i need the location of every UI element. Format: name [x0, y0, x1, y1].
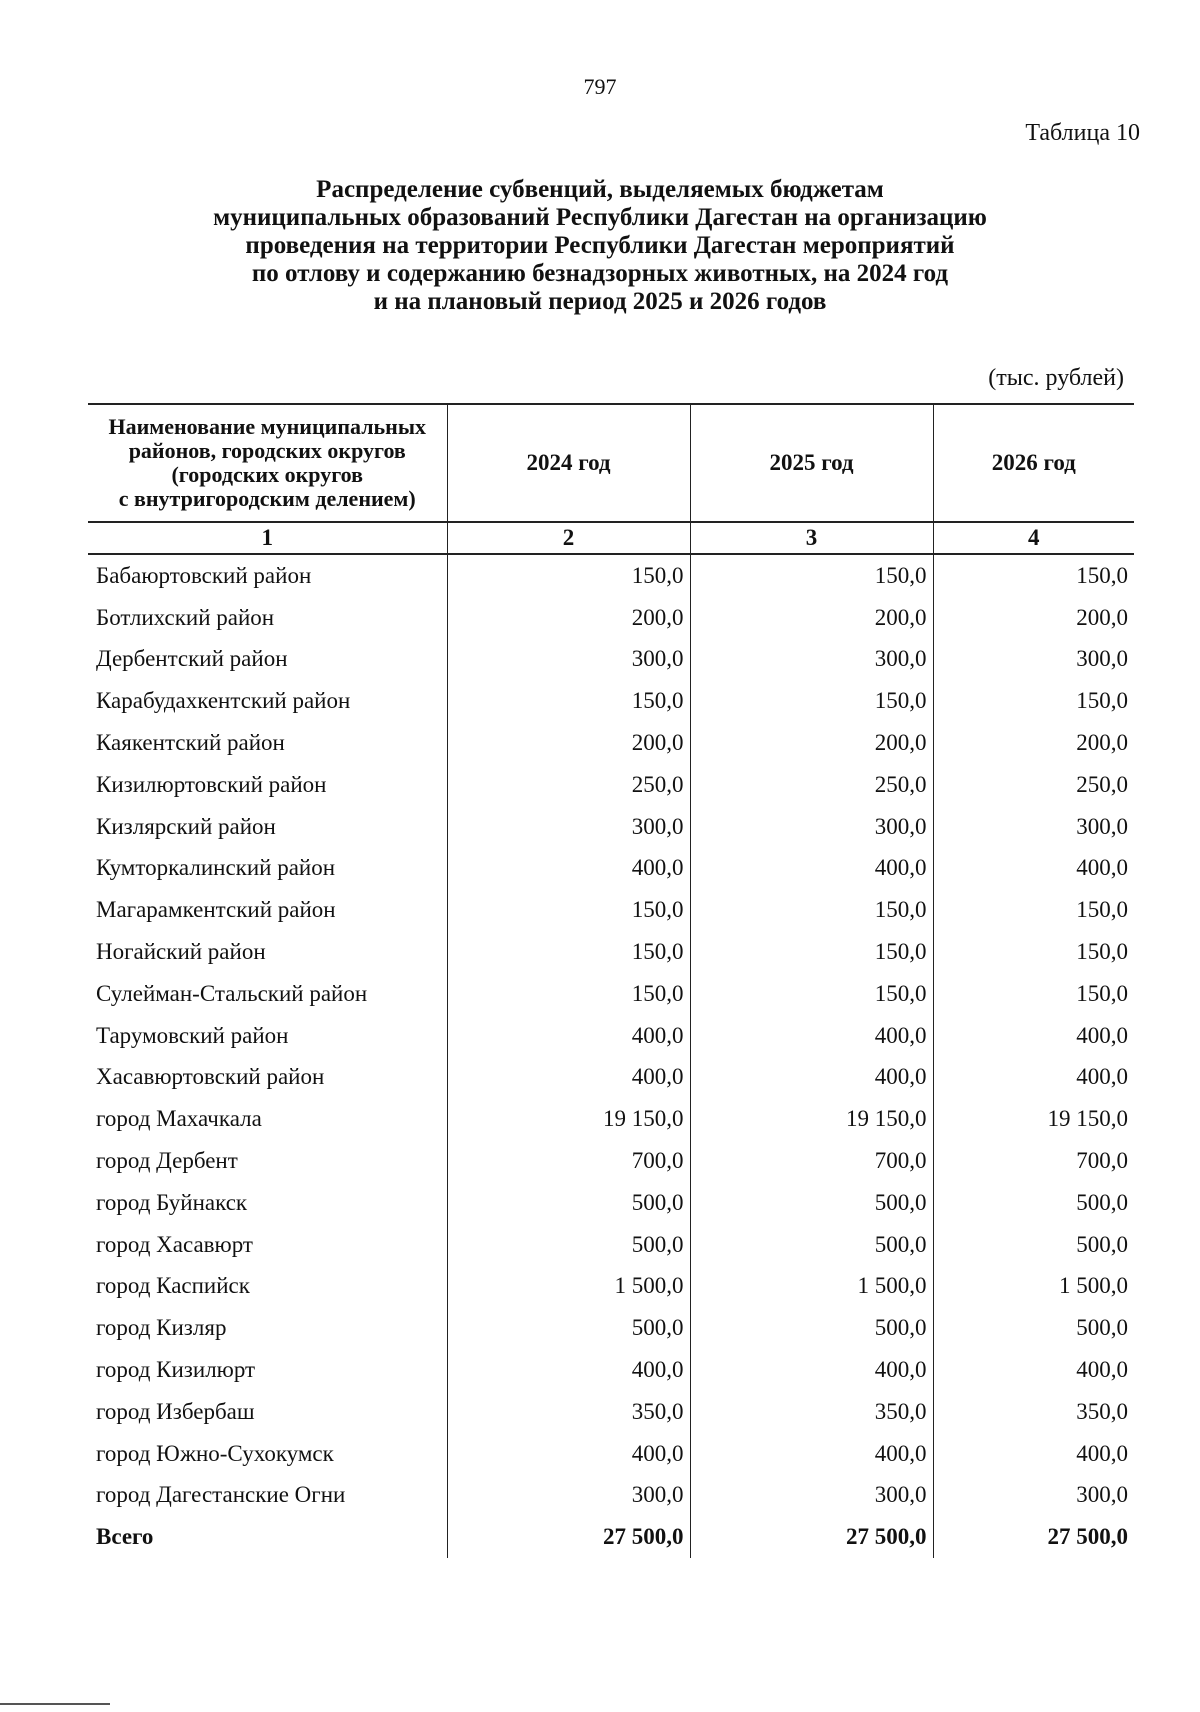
table-row: [88, 931, 1134, 973]
municipality-name-cell: Всего: [88, 1516, 447, 1558]
header-year-2025: 2025 год: [690, 404, 933, 522]
value-2026-cell: 700,0: [933, 1140, 1134, 1182]
municipality-name-cell: Кизилюртовский район: [88, 764, 447, 806]
value-2026-cell: 300,0: [933, 806, 1134, 848]
municipality-name-cell: Ботлихский район: [88, 597, 447, 639]
value-2026-cell: 350,0: [933, 1391, 1134, 1433]
title-line: проведения на территории Республики Дагестан мероприятий: [245, 232, 955, 259]
value-2024-cell: 700,0: [447, 1140, 690, 1182]
table-row: [88, 848, 1134, 890]
municipality-name-cell: Хасавюртовский район: [88, 1057, 447, 1099]
value-2024-cell: 200,0: [447, 722, 690, 764]
municipality-name-cell: город Южно-Сухокумск: [88, 1433, 447, 1475]
municipality-name-cell: Дербентский район: [88, 639, 447, 681]
value-2024-cell: 1 500,0: [447, 1266, 690, 1308]
value-2024-cell: 400,0: [447, 1349, 690, 1391]
table-row: [88, 722, 1134, 764]
value-2024-cell: 400,0: [447, 848, 690, 890]
column-number: 4: [933, 522, 1134, 554]
value-2024-cell: 300,0: [447, 806, 690, 848]
value-2025-cell: 200,0: [690, 722, 933, 764]
value-2025-cell: 400,0: [690, 1015, 933, 1057]
header-municipality-name: [88, 404, 447, 522]
value-2024-cell: 350,0: [447, 1391, 690, 1433]
value-2026-cell: 500,0: [933, 1307, 1134, 1349]
table-row: [88, 1349, 1134, 1391]
value-2024-cell: 400,0: [447, 1433, 690, 1475]
column-number: 1: [88, 522, 447, 554]
municipality-name-cell: Бабаюртовский район: [88, 554, 447, 597]
table-row: [88, 764, 1134, 806]
table-row: [88, 1266, 1134, 1308]
table-row: [88, 680, 1134, 722]
title-line: Распределение субвенций, выделяемых бюджетам: [316, 176, 884, 203]
header-name-line: Наименование муниципальных: [108, 414, 427, 439]
subventions-table: [88, 403, 1134, 1558]
value-2025-cell: 27 500,0: [690, 1516, 933, 1558]
value-2026-cell: 500,0: [933, 1224, 1134, 1266]
municipality-name-cell: Ногайский район: [88, 931, 447, 973]
value-2024-cell: 150,0: [447, 680, 690, 722]
value-2026-cell: 27 500,0: [933, 1516, 1134, 1558]
value-2026-cell: 400,0: [933, 1057, 1134, 1099]
value-2024-cell: 500,0: [447, 1224, 690, 1266]
table-row: [88, 1391, 1134, 1433]
value-2024-cell: 500,0: [447, 1307, 690, 1349]
municipality-name-cell: Каякентский район: [88, 722, 447, 764]
value-2024-cell: 200,0: [447, 597, 690, 639]
table-row: [88, 806, 1134, 848]
units-label: (тыс. рублей): [988, 365, 1124, 391]
value-2025-cell: 150,0: [690, 973, 933, 1015]
table-row: [88, 1098, 1134, 1140]
table-row: [88, 889, 1134, 931]
header-year-2026: 2026 год: [933, 404, 1134, 522]
municipality-name-cell: Магарамкентский район: [88, 889, 447, 931]
value-2026-cell: 400,0: [933, 848, 1134, 890]
value-2025-cell: 300,0: [690, 639, 933, 681]
value-2026-cell: 150,0: [933, 973, 1134, 1015]
value-2026-cell: 150,0: [933, 931, 1134, 973]
table-body: [88, 554, 1134, 1558]
scan-edge-line: [0, 1703, 110, 1705]
table-row: [88, 1433, 1134, 1475]
municipality-name-cell: Тарумовский район: [88, 1015, 447, 1057]
value-2025-cell: 300,0: [690, 1475, 933, 1517]
municipality-name-cell: Кизлярский район: [88, 806, 447, 848]
value-2024-cell: 27 500,0: [447, 1516, 690, 1558]
table-row: [88, 1307, 1134, 1349]
municipality-name-cell: город Хасавюрт: [88, 1224, 447, 1266]
table-row: [88, 973, 1134, 1015]
page-number: 797: [583, 74, 617, 99]
value-2025-cell: 19 150,0: [690, 1098, 933, 1140]
value-2026-cell: 300,0: [933, 639, 1134, 681]
value-2026-cell: 400,0: [933, 1349, 1134, 1391]
value-2026-cell: 19 150,0: [933, 1098, 1134, 1140]
value-2026-cell: 200,0: [933, 597, 1134, 639]
value-2024-cell: 300,0: [447, 1475, 690, 1517]
value-2024-cell: 300,0: [447, 639, 690, 681]
title-line: по отлову и содержанию безнадзорных животных, на 2024 год: [251, 260, 949, 287]
municipality-name-cell: город Кизляр: [88, 1307, 447, 1349]
value-2025-cell: 700,0: [690, 1140, 933, 1182]
table-row: [88, 1475, 1134, 1517]
table-row: [88, 597, 1134, 639]
value-2024-cell: 150,0: [447, 554, 690, 597]
value-2025-cell: 150,0: [690, 554, 933, 597]
value-2026-cell: 400,0: [933, 1015, 1134, 1057]
header-year-2024: 2024 год: [447, 404, 690, 522]
value-2025-cell: 150,0: [690, 889, 933, 931]
header-name-line: районов, городских округов: [128, 438, 406, 463]
value-2025-cell: 400,0: [690, 1433, 933, 1475]
value-2026-cell: 150,0: [933, 889, 1134, 931]
header-name-line: с внутригородским делением): [118, 486, 416, 511]
value-2025-cell: 250,0: [690, 764, 933, 806]
value-2025-cell: 400,0: [690, 1057, 933, 1099]
value-2026-cell: 400,0: [933, 1433, 1134, 1475]
value-2024-cell: 150,0: [447, 889, 690, 931]
table-label: Таблица 10: [1025, 120, 1140, 146]
value-2026-cell: 150,0: [933, 680, 1134, 722]
value-2026-cell: 250,0: [933, 764, 1134, 806]
value-2025-cell: 500,0: [690, 1307, 933, 1349]
value-2025-cell: 150,0: [690, 680, 933, 722]
title-line: и на плановый период 2025 и 2026 годов: [373, 288, 827, 315]
value-2026-cell: 1 500,0: [933, 1266, 1134, 1308]
value-2025-cell: 500,0: [690, 1224, 933, 1266]
municipality-name-cell: Карабудахкентский район: [88, 680, 447, 722]
value-2025-cell: 1 500,0: [690, 1266, 933, 1308]
column-number: 2: [447, 522, 690, 554]
title-line: муниципальных образований Республики Дагестан на организацию: [213, 204, 987, 231]
municipality-name-cell: город Каспийск: [88, 1266, 447, 1308]
value-2024-cell: 19 150,0: [447, 1098, 690, 1140]
table-row: [88, 554, 1134, 597]
value-2024-cell: 500,0: [447, 1182, 690, 1224]
header-name-line: (городских округов: [171, 462, 363, 487]
table-row: [88, 1015, 1134, 1057]
value-2026-cell: 200,0: [933, 722, 1134, 764]
value-2026-cell: 500,0: [933, 1182, 1134, 1224]
value-2025-cell: 200,0: [690, 597, 933, 639]
municipality-name-cell: город Махачкала: [88, 1098, 447, 1140]
value-2026-cell: 300,0: [933, 1475, 1134, 1517]
value-2025-cell: 500,0: [690, 1182, 933, 1224]
municipality-name-cell: город Кизилюрт: [88, 1349, 447, 1391]
municipality-name-cell: Кумторкалинский район: [88, 848, 447, 890]
municipality-name-cell: город Дагестанские Огни: [88, 1475, 447, 1517]
municipality-name-cell: город Буйнакск: [88, 1182, 447, 1224]
value-2024-cell: 150,0: [447, 931, 690, 973]
value-2025-cell: 300,0: [690, 806, 933, 848]
total-row: [88, 1516, 1134, 1558]
municipality-name-cell: город Избербаш: [88, 1391, 447, 1433]
value-2026-cell: 150,0: [933, 554, 1134, 597]
table-header-row: [88, 404, 1134, 522]
table-row: [88, 1057, 1134, 1099]
table-row: [88, 1224, 1134, 1266]
table-row: [88, 1140, 1134, 1182]
value-2025-cell: 150,0: [690, 931, 933, 973]
municipality-name-cell: город Дербент: [88, 1140, 447, 1182]
municipality-name-cell: Сулейман-Стальский район: [88, 973, 447, 1015]
table-row: [88, 1182, 1134, 1224]
value-2024-cell: 150,0: [447, 973, 690, 1015]
value-2024-cell: 400,0: [447, 1057, 690, 1099]
value-2024-cell: 250,0: [447, 764, 690, 806]
column-number: 3: [690, 522, 933, 554]
table-row: [88, 639, 1134, 681]
value-2025-cell: 400,0: [690, 848, 933, 890]
column-number-row: [88, 522, 1134, 554]
value-2024-cell: 400,0: [447, 1015, 690, 1057]
value-2025-cell: 350,0: [690, 1391, 933, 1433]
value-2025-cell: 400,0: [690, 1349, 933, 1391]
document-title: [150, 176, 1050, 316]
